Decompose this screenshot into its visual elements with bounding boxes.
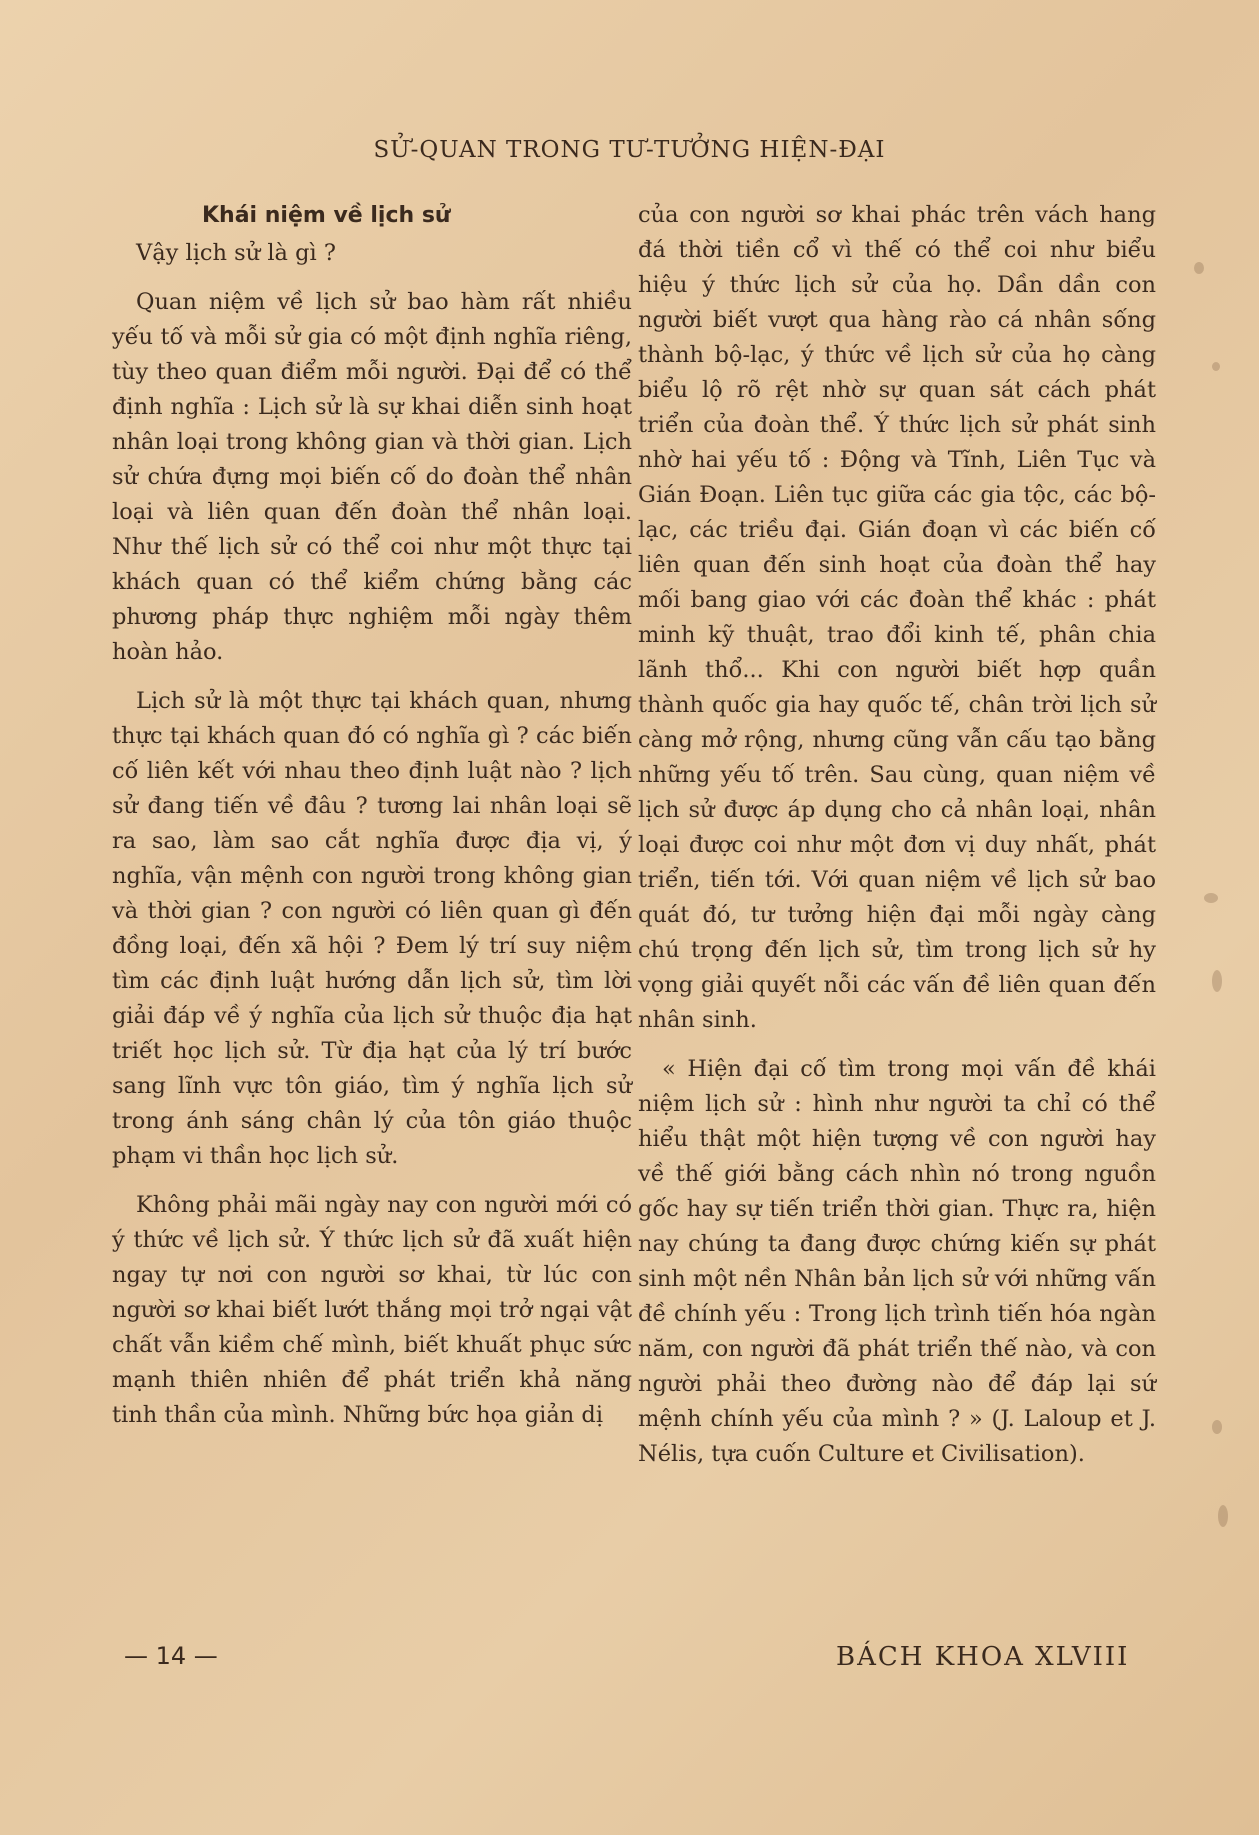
paper-stain (1212, 362, 1220, 371)
right-column (638, 198, 1156, 1486)
paragraph: « Hiện đại cố tìm trong mọi vấn đề khái niệm lịch sử : hình như người ta chỉ có thể hiểu thật một hiện tượng về con người hay về thế giới bằng cách nhìn nó trong nguồn gốc hay sự tiến triển thời gian. Thực ra, hiện nay chúng ta đang được chứng kiến sự phát sinh một nền Nhân bản lịch sử với những vấn đề chính yếu : Trong lịch trình tiến hóa ngàn năm, con người đã phát triển thế nào, và con người phải theo đường nào để đáp lại sứ mệnh chính yếu của mình ? » (J. Laloup et J. Nélis, tựa cuốn Culture et Civilisation). (638, 1056, 1156, 1467)
paper-stain (1194, 262, 1204, 274)
paragraph: Lịch sử là một thực tại khách quan, nhưng thực tại khách quan đó có nghĩa gì ? các biến cố liên kết với nhau theo định luật nào ? lịch sử đang tiến về đâu ? tương lai nhân loại sẽ ra sao, làm sao cắt nghĩa được địa vị, ý nghĩa, vận mệnh con người trong không gian và thời gian ? con người có liên quan gì đến đồng loại, đến xã hội ? Đem lý trí suy niệm tìm các định luật hướng dẫn lịch sử, tìm lời giải đáp về ý nghĩa của lịch sử thuộc địa hạt triết học lịch sử. Từ địa hạt của lý trí bước sang lĩnh vực tôn giáo, tìm ý nghĩa lịch sử trong ánh sáng chân lý của tôn giáo thuộc phạm vi thần học lịch sử. (112, 688, 632, 1169)
page-number: — 14 — (124, 1642, 218, 1670)
paper-stain (1212, 970, 1222, 992)
paper-stain (1218, 1505, 1228, 1527)
running-header: SỬ-QUAN TRONG TƯ-TƯỞNG HIỆN-ĐẠI (373, 137, 886, 163)
paragraph: Quan niệm về lịch sử bao hàm rất nhiều yếu tố và mỗi sử gia có một định nghĩa riêng, tùy theo quan điểm mỗi người. Đại để có thể định nghĩa : Lịch sử là sự khai diễn sinh hoạt nhân loại trong không gian và thời gian. Lịch sử chứa đựng mọi biến cố do đoàn thể nhân loại và liên quan đến đoàn thể nhân loại. Như thế lịch sử có thể coi như một thực tại khách quan có thể kiểm chứng bằng các phương pháp thực nghiệm mỗi ngày thêm hoàn hảo. (112, 289, 632, 665)
paper-stain (1212, 1420, 1222, 1434)
section-heading: Khái niệm về lịch sử (202, 203, 451, 228)
left-column (112, 198, 632, 1447)
paragraph: của con người sơ khai phác trên vách hang đá thời tiền cổ vì thế có thể coi như biểu hiệu ý thức lịch sử của họ. Dần dần con người biết vượt qua hàng rào cá nhân sống thành bộ-lạc, ý thức về lịch sử của họ càng biểu lộ rõ rệt nhờ sự quan sát cách phát triển của đoàn thể. Ý thức lịch sử phát sinh nhờ hai yếu tố : Động và Tĩnh, Liên Tục và Gián Đoạn. Liên tục giữa các gia tộc, các bộ-lạc, các triều đại. Gián đoạn vì các biến cố liên quan đến sinh hoạt của đoàn thể hay mối bang giao với các đoàn thể khác : phát minh kỹ thuật, trao đổi kinh tế, phân chia lãnh thổ... Khi con người biết hợp quần thành quốc gia hay quốc tế, chân trời lịch sử càng mở rộng, nhưng cũng vẫn cấu tạo bằng những yếu tố trên. Sau cùng, quan niệm về lịch sử được áp dụng cho cả nhân loại, nhân loại được coi như một đơn vị duy nhất, phát triển, tiến tới. Với quan niệm về lịch sử bao quát đó, tư tưởng hiện đại mỗi ngày càng chú trọng đến lịch sử, tìm trong lịch sử hy vọng giải quyết nỗi các vấn đề liên quan đến nhân sinh. (638, 202, 1156, 1033)
publication-title: BÁCH KHOA XLVIII (836, 1642, 1130, 1672)
paragraph: Vậy lịch sử là gì ? (136, 240, 336, 266)
paragraph: Không phải mãi ngày nay con người mới có ý thức về lịch sử. Ý thức lịch sử đã xuất hiện ngay tự nơi con người sơ khai, từ lúc con người sơ khai biết lướt thắng mọi trở ngại vật chất vẫn kiềm chế mình, biết khuất phục sức mạnh thiên nhiên để phát triển khả năng tinh thần của mình. Những bức họa giản dị (112, 1192, 632, 1428)
paper-stain (1204, 893, 1218, 903)
